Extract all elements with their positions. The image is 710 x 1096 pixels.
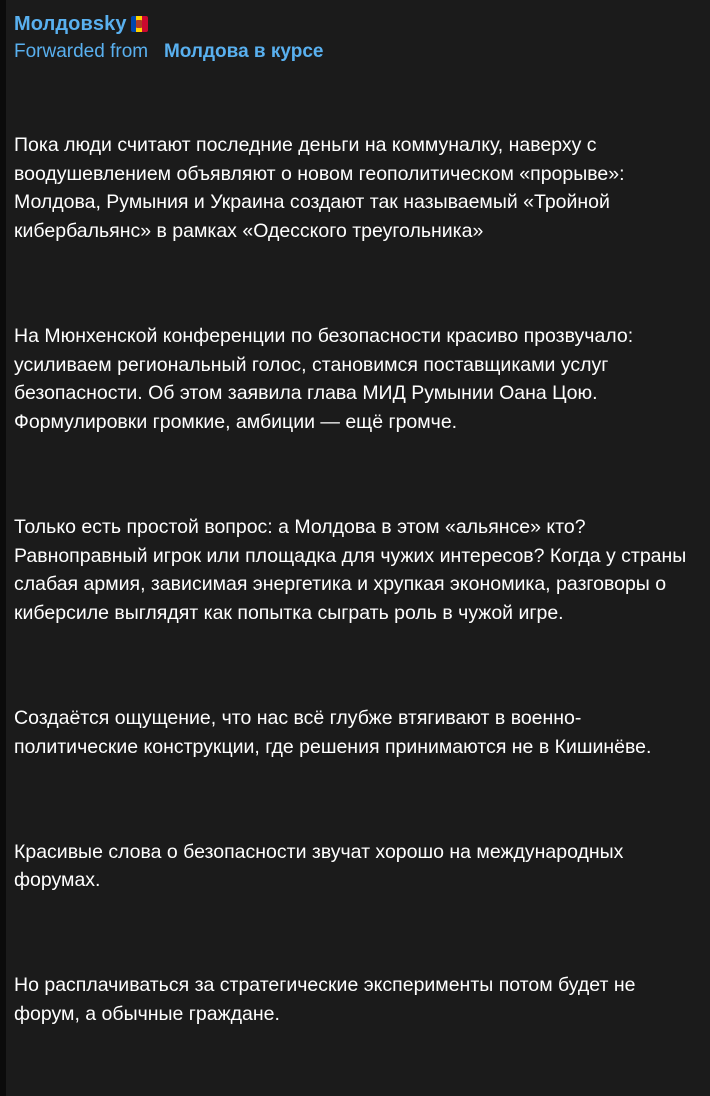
moldova-flag-icon [131,16,148,32]
message-paragraph: Только есть простой вопрос: а Молдова в этом «альянсе» кто? Равноправный игрок или площадка для чужих интересов? Когда у страны слабая армия, зависимая энергетика и хрупкая экономика, разговоры о киберсиле выглядят как попытка сыграть роль в чужой игре. [14,515,692,624]
message-paragraph: Пока люди считают последние деньги на коммуналку, наверху с воодушевлением объявляют о новом геополитическом «прорыве»: Молдова, Румыния и Украина создают так называемый «Тройной кибербальянс» в рамках «Одесского треугольника» [14,134,630,243]
message-paragraph: Но расплачиваться за стратегические эксперименты потом будет не форум, а обычные граждане. [14,974,641,1025]
forwarded-label: Forwarded from [14,41,149,62]
message-paragraph: Создаётся ощущение, что нас всё глубже втягивают в военно-политические конструкции, где решения принимаются не в Кишинёве. [14,706,652,758]
message-body [14,74,696,1086]
left-edge-strip [0,0,6,1096]
message-paragraph: На Мюнхенской конференции по безопасности красиво прозвучало: усиливаем региональный голос, становимся поставщиками услуг безопасности. Об этом заявила глава МИД Румынии Оана Цою. Формулировки громкие, амбиции — ещё громче. [14,325,639,433]
forwarded-source-link[interactable]: Молдова в курсе [163,41,324,62]
channel-name[interactable]: Молдовsky [14,13,127,35]
channel-header[interactable] [14,12,696,36]
message-paragraph: Красивые слова о безопасности звучат хорошо на международных форумах. [14,840,629,892]
forwarded-from-line[interactable] [14,40,696,64]
